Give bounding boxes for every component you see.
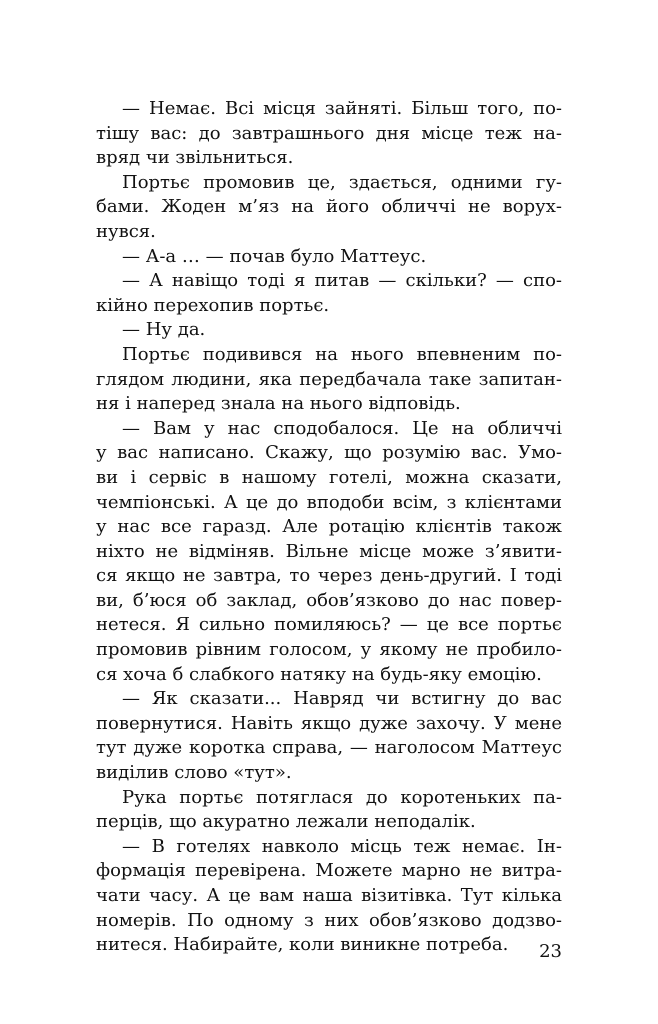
text-line: бами. Жоден м’яз на його обличчі не ворух- <box>96 196 562 218</box>
text-line: перців, що акуратно лежали неподалік. <box>96 811 476 833</box>
text-line: у нас все гаразд. Але ротацію клієнтів також <box>96 516 562 538</box>
text-line: — А навіщо тоді я питав — скільки? — спо- <box>122 270 562 292</box>
text-line: нитеся. Набирайте, коли виникне потреба. <box>96 934 509 956</box>
text-line: ніхто не відміняв. Вільне місце може з’явити- <box>96 540 562 562</box>
text-line: — Ну да. <box>122 319 206 341</box>
text-line: — Немає. Всі місця зайняті. Більш того, по- <box>122 98 562 119</box>
text-line: нувся. <box>96 220 156 242</box>
text-line: кійно перехопив портьє. <box>96 294 330 316</box>
text-line: формація перевірена. Можете марно не витра- <box>96 860 562 882</box>
text-line: ви і сервіс в нашому готелі, можна сказати, <box>96 466 562 488</box>
text-line: — В готелях навколо місць теж немає. Ін- <box>122 835 562 857</box>
text-line: Рука портьє потяглася до коротеньких па- <box>122 786 562 808</box>
text-line: повернутися. Навіть якщо дуже захочу. У мене <box>96 712 562 734</box>
text-line: номерів. По одному з них обов’язково додзво- <box>96 909 562 931</box>
text-line: глядом людини, яка передбачала таке запитан- <box>96 368 562 390</box>
page-number: 23 <box>539 941 562 962</box>
text-line: у вас написано. Скажу, що розумію вас. Умо- <box>96 442 562 464</box>
text-line: ви, б’юся об заклад, обов’язково до нас повер- <box>96 589 562 611</box>
text-line: ня і наперед знала на нього відповідь. <box>96 393 461 415</box>
text-line: ся хоча б слабкого натяку на будь-яку емоцію. <box>96 663 542 685</box>
text-line: тішу вас: до завтрашнього дня місце теж на- <box>96 122 562 144</box>
text-line: чати часу. А це вам наша візитівка. Тут кілька <box>96 885 562 906</box>
text-line: тут дуже коротка справа, — наголосом Маттеус <box>96 737 562 759</box>
text-line: — Як сказати... Навряд чи встигну до вас <box>122 688 562 710</box>
text-line: Портьє подивився на нього впевненим по- <box>122 343 562 365</box>
text-line: — Вам у нас сподобалося. Це на обличчі <box>122 417 562 439</box>
text-line: вряд чи звільниться. <box>96 147 294 169</box>
text-line: чемпіонські. А це до вподоби всім, з клієнтами <box>96 491 562 513</box>
text-line: Портьє промовив це, здається, одними гу- <box>122 171 562 193</box>
text-line: ся якщо не завтра, то через день-другий. І тоді <box>96 565 562 587</box>
text-line: нетеся. Я сильно помиляюсь? — це все портьє <box>96 614 562 636</box>
text-line: виділив слово «тут». <box>96 762 292 784</box>
body-text <box>96 97 562 958</box>
text-line: промовив рівним голосом, у якому не пробило- <box>96 639 562 661</box>
text-line: — А-а … — почав було Маттеус. <box>122 245 427 267</box>
